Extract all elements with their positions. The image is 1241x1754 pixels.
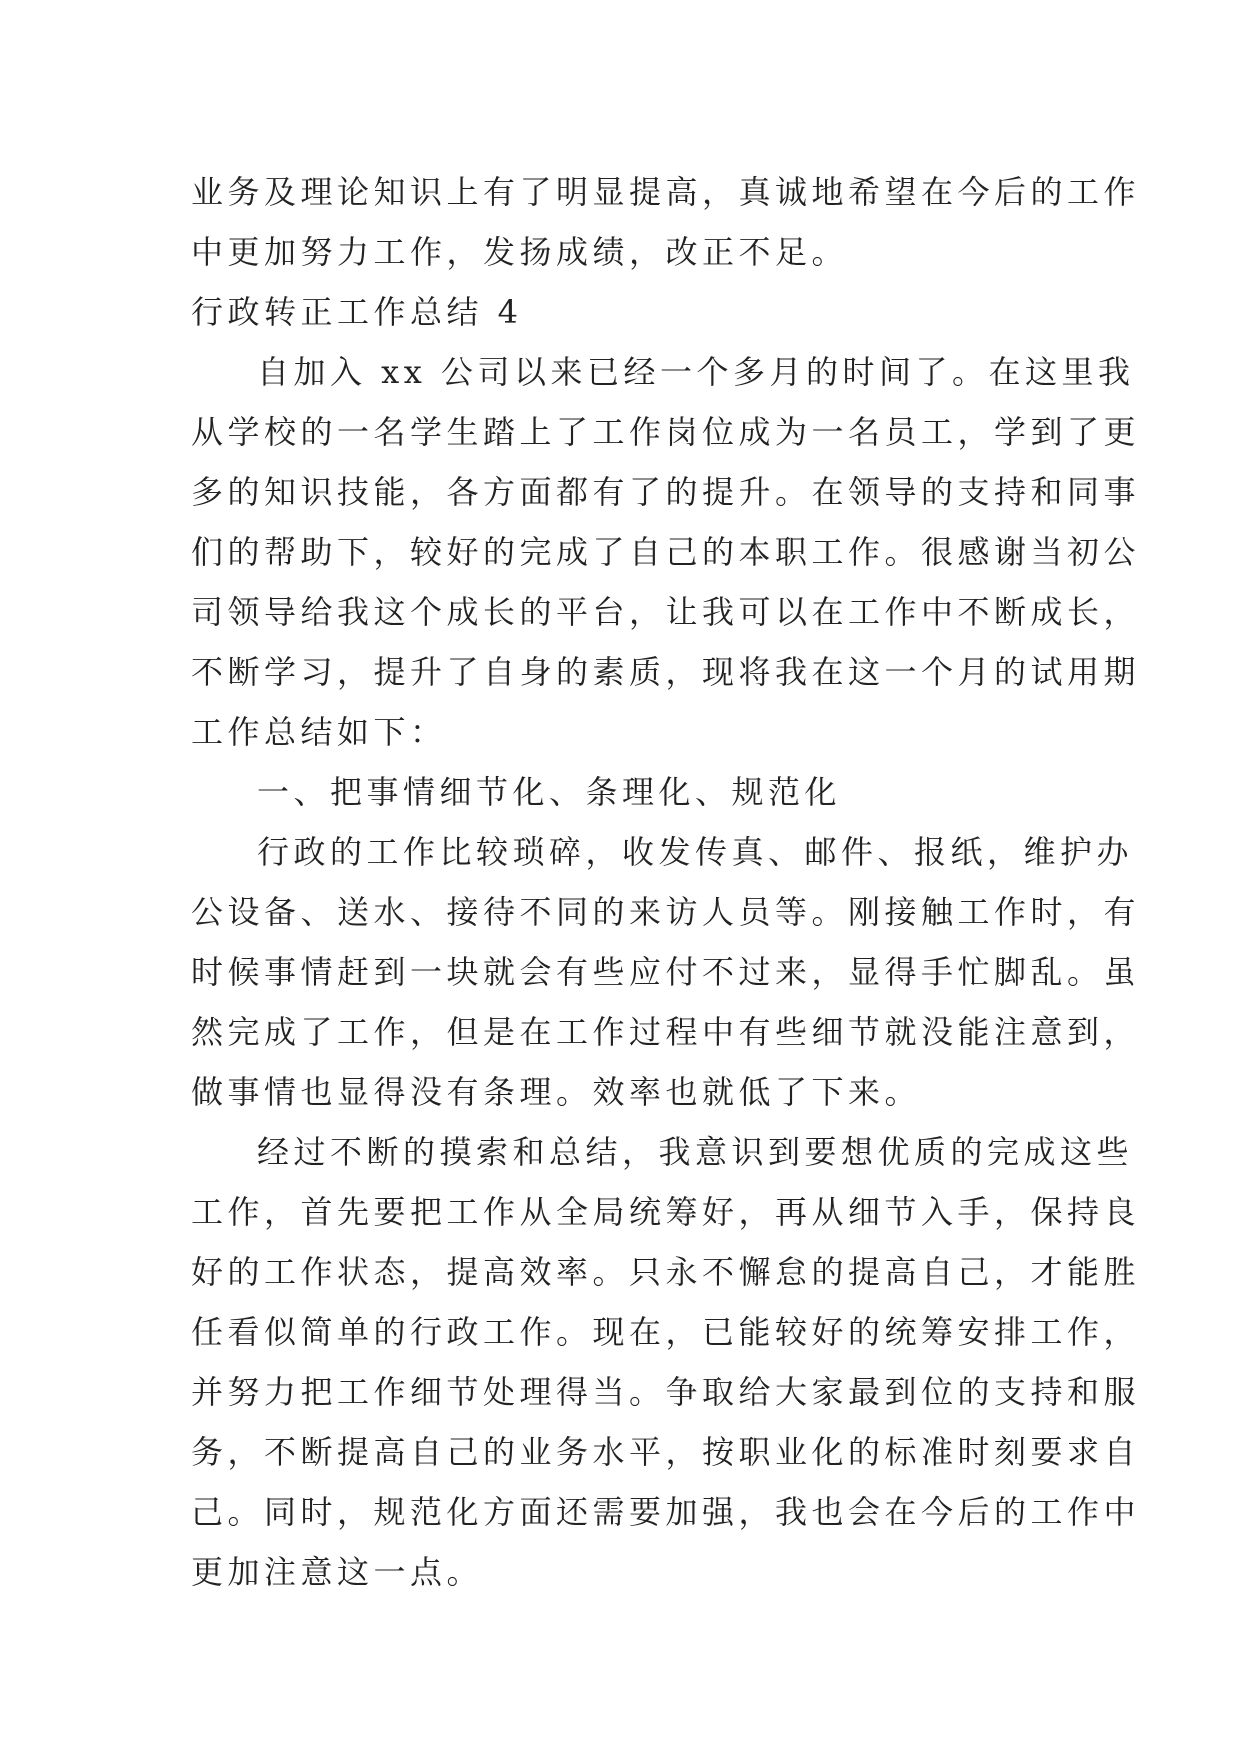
body-line: 任看似简单的行政工作。现在，已能较好的统筹安排工作， (191, 1313, 1141, 1351)
paragraph-start: 自加入 xx 公司以来已经一个多月的时间了。在这里我 (257, 353, 1135, 391)
document-body (191, 162, 1141, 1602)
body-line: 然完成了工作，但是在工作过程中有些细节就没能注意到， (191, 1013, 1141, 1051)
body-line: 时候事情赶到一块就会有些应付不过来，显得手忙脚乱。虽 (191, 953, 1141, 991)
body-line: 从学校的一名学生踏上了工作岗位成为一名员工，学到了更 (191, 413, 1141, 451)
body-line: 司领导给我这个成长的平台，让我可以在工作中不断成长， (191, 593, 1141, 631)
body-line: 中更加努力工作，发扬成绩，改正不足。 (191, 233, 849, 271)
body-line: 业务及理论知识上有了明显提高，真诚地希望在今后的工作 (191, 173, 1141, 211)
body-line: 好的工作状态，提高效率。只永不懈怠的提高自己，才能胜 (191, 1253, 1141, 1291)
body-line: 不断学习，提升了自身的素质，现将我在这一个月的试用期 (191, 653, 1141, 691)
body-line: 多的知识技能，各方面都有了的提升。在领导的支持和同事 (191, 473, 1141, 511)
paragraph-start: 经过不断的摸索和总结，我意识到要想优质的完成这些 (257, 1133, 1134, 1171)
body-line: 们的帮助下，较好的完成了自己的本职工作。很感谢当初公 (191, 533, 1141, 571)
body-line: 做事情也显得没有条理。效率也就低了下来。 (191, 1073, 922, 1111)
section-heading: 行政转正工作总结 4 (191, 293, 523, 331)
body-line: 公设备、送水、接待不同的来访人员等。刚接触工作时，有 (191, 893, 1141, 931)
body-line: 工作，首先要把工作从全局统筹好，再从细节入手，保持良 (191, 1193, 1141, 1231)
subsection-heading: 一、把事情细节化、条理化、规范化 (257, 773, 842, 811)
body-line: 工作总结如下： (191, 713, 447, 751)
body-line: 己。同时，规范化方面还需要加强，我也会在今后的工作中 (191, 1493, 1141, 1531)
body-line: 并努力把工作细节处理得当。争取给大家最到位的支持和服 (191, 1373, 1141, 1411)
body-line: 务，不断提高自己的业务水平，按职业化的标准时刻要求自 (191, 1433, 1141, 1471)
paragraph-start: 行政的工作比较琐碎，收发传真、邮件、报纸，维护办 (257, 833, 1134, 871)
body-line: 更加注意这一点。 (191, 1553, 484, 1591)
